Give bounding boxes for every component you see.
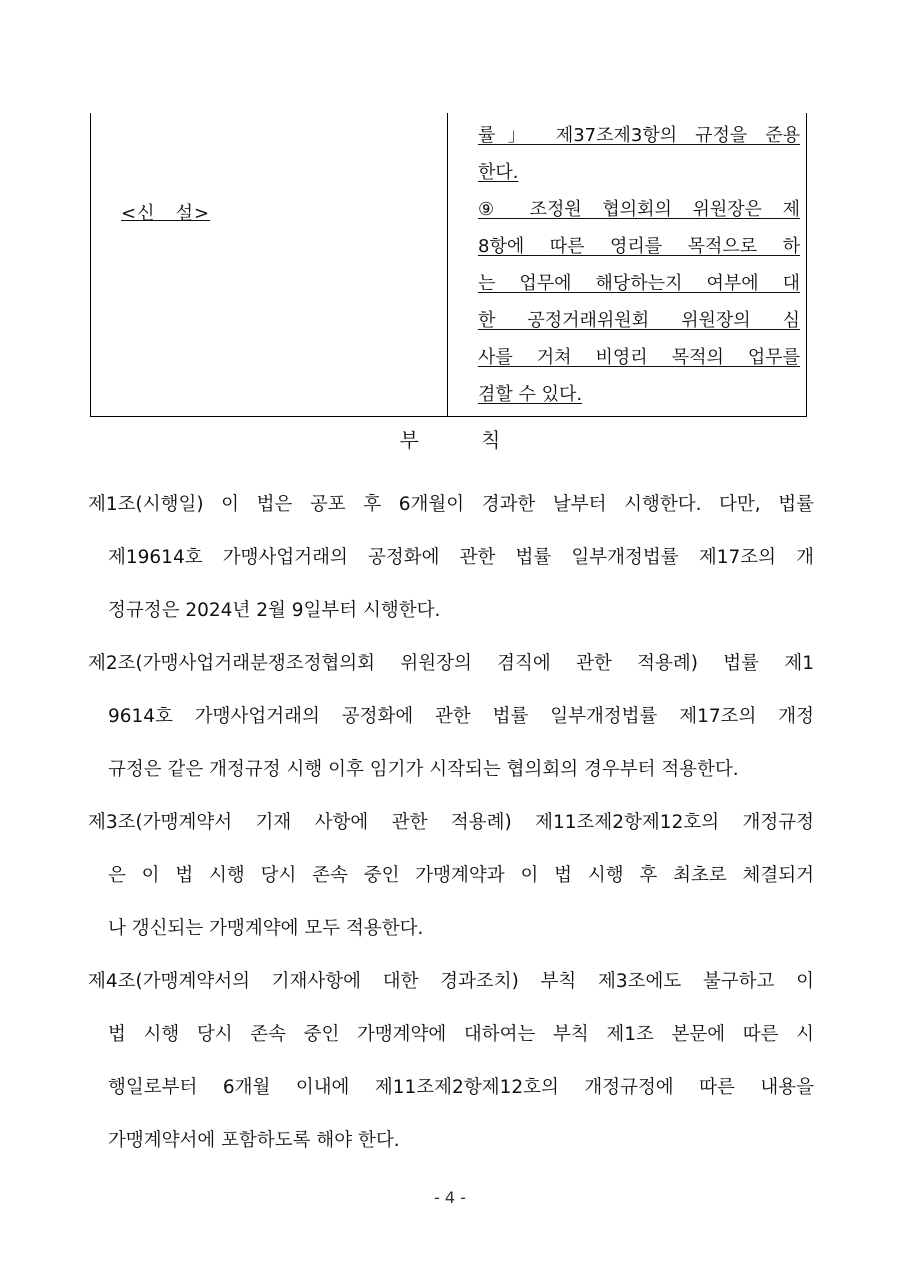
addenda-heading <box>0 424 900 453</box>
article-3 <box>88 796 814 955</box>
amendment-comparison-table <box>90 113 807 417</box>
article-line: 9614호 가맹사업거래의 공정화에 관한 법률 일부개정법률 제17조의 개정 <box>108 706 814 727</box>
addenda-heading-part: 칙 <box>481 428 501 452</box>
article-line: 제4조(가맹계약서의 기재사항에 대한 경과조치) 부칙 제3조에도 불구하고 이 <box>88 971 814 992</box>
article-1 <box>88 478 814 637</box>
amended-text-line: 8항에 따른 영리를 목적으로 하 <box>478 236 800 257</box>
article-line: 은 이 법 시행 당시 존속 중인 가맹계약과 이 법 시행 후 최초로 체결되거 <box>108 865 814 886</box>
amended-text-line: ⑨ 조정원 협의회의 위원장은 제 <box>478 199 800 220</box>
article-4 <box>88 955 814 1167</box>
article-line: 정규정은 2024년 2월 9일부터 시행한다. <box>108 600 441 621</box>
table-column-divider <box>447 113 448 416</box>
amended-text-line: 률」 제37조제3항의 규정을 준용 <box>478 125 800 146</box>
amended-text-line: 한 공정거래위원회 위원장의 심 <box>478 310 800 331</box>
article-line: 제1조(시행일) 이 법은 공포 후 6개월이 경과한 날부터 시행한다. 다만, 법률 <box>88 494 814 515</box>
amended-text-line: 겸할 수 있다. <box>478 384 583 405</box>
amended-text-line: 사를 거쳐 비영리 목적의 업무를 <box>478 347 800 368</box>
article-line: 제19614호 가맹사업거래의 공정화에 관한 법률 일부개정법률 제17조의 개 <box>108 547 814 568</box>
article-line: 행일로부터 6개월 이내에 제11조제2항제12호의 개정규정에 따른 내용을 <box>108 1077 814 1098</box>
page-number: - 4 - <box>434 1188 466 1207</box>
new-provision-note: <신 설> <box>121 203 211 224</box>
article-2 <box>88 637 814 796</box>
article-line: 제3조(가맹계약서 기재 사항에 관한 적용례) 제11조제2항제12호의 개정규정 <box>88 812 814 833</box>
article-line: 나 갱신되는 가맹계약에 모두 적용한다. <box>108 918 424 939</box>
addenda-heading-part: 부 <box>399 428 419 452</box>
article-line: 제2조(가맹사업거래분쟁조정협의회 위원장의 겸직에 관한 적용례) 법률 제1 <box>88 653 814 674</box>
addenda-articles <box>88 478 814 1167</box>
article-line: 법 시행 당시 존속 중인 가맹계약에 대하여는 부칙 제1조 본문에 따른 시 <box>108 1024 814 1045</box>
amended-text-line: 는 업무에 해당하는지 여부에 대 <box>478 273 800 294</box>
amended-text-column <box>478 121 800 417</box>
article-line: 규정은 같은 개정규정 시행 이후 임기가 시작되는 협의회의 경우부터 적용한다. <box>108 759 739 780</box>
article-line: 가맹계약서에 포함하도록 해야 한다. <box>108 1130 400 1151</box>
amended-text-line: 한다. <box>478 162 519 183</box>
